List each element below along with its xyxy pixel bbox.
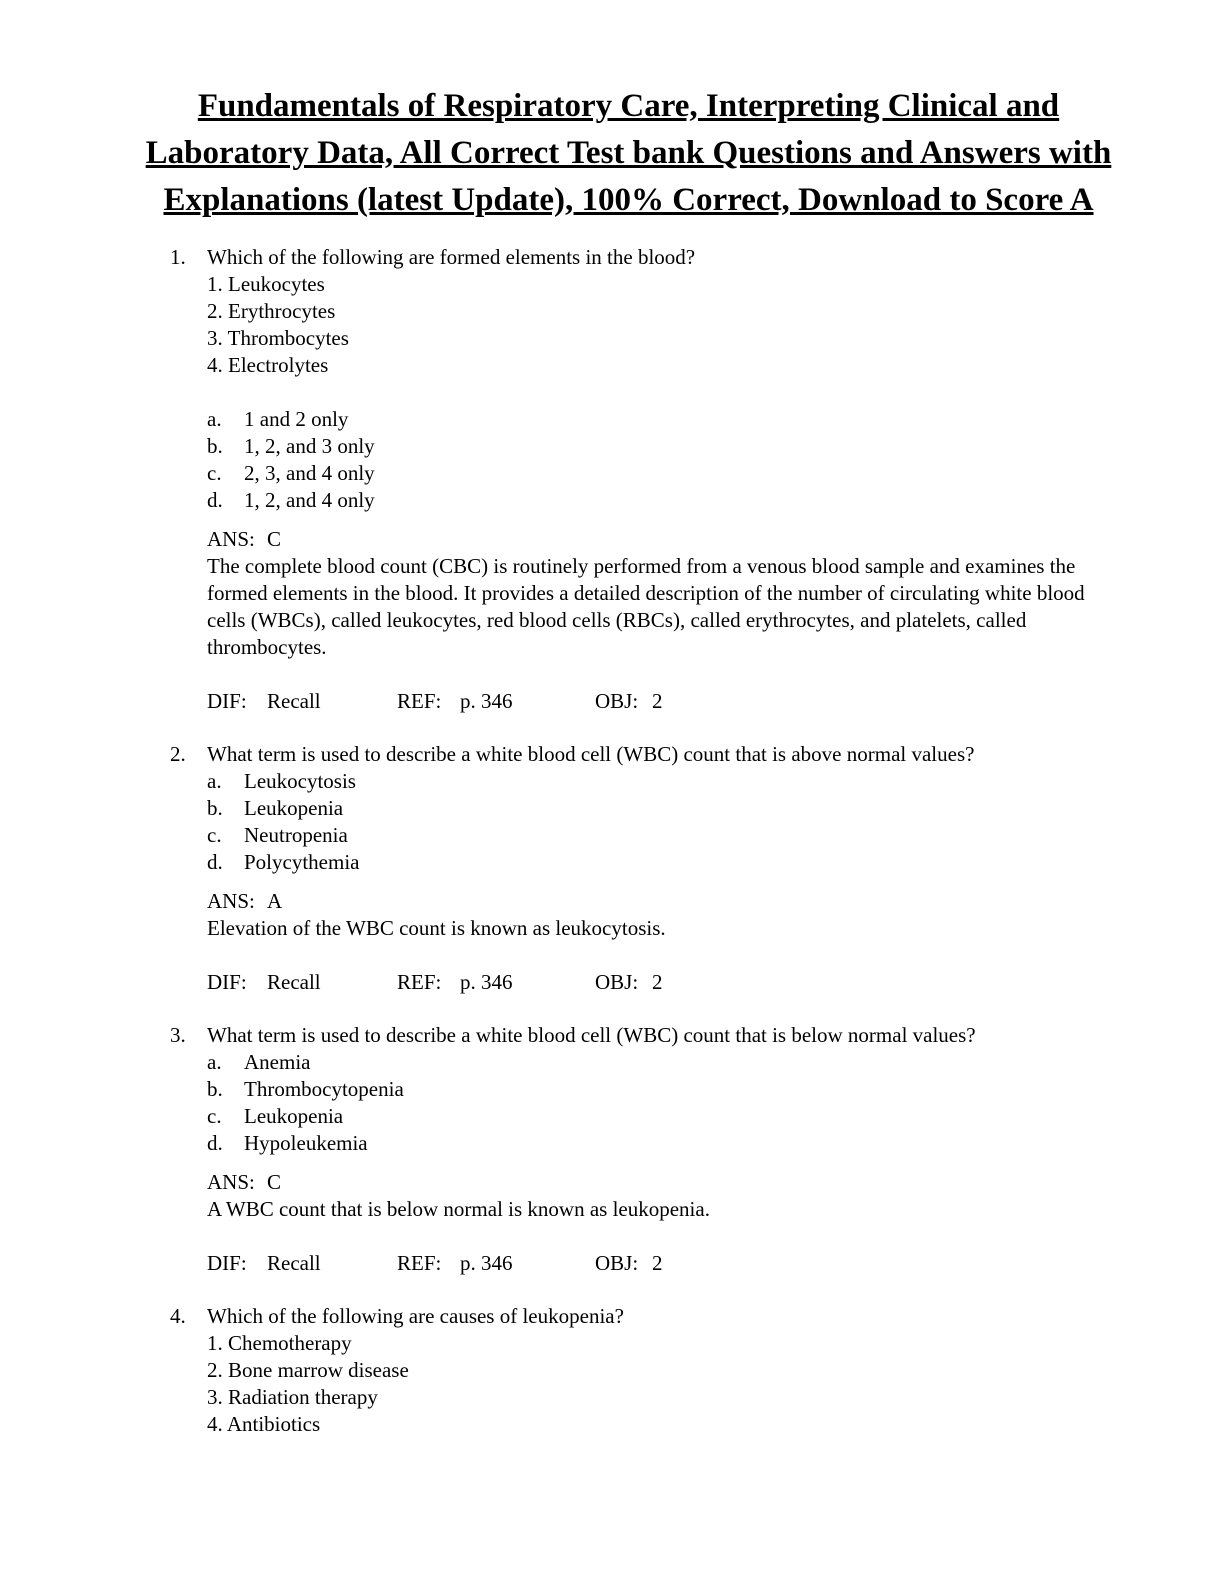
option-row	[207, 795, 1124, 822]
explanation-text: Elevation of the WBC count is known as leukocytosis.	[207, 916, 666, 940]
numbered-item: 2. Bone marrow disease	[207, 1358, 409, 1382]
answer-line	[207, 888, 1124, 915]
question-number: 4.	[170, 1304, 186, 1328]
answer-options	[207, 1049, 1124, 1157]
option-letter: a.	[207, 769, 222, 793]
option-text: Hypoleukemia	[244, 1131, 368, 1155]
obj-value: 2	[652, 970, 663, 994]
option-letter: d.	[207, 488, 223, 512]
answer-label: ANS:	[207, 1170, 255, 1194]
ref-value: p. 346	[460, 970, 513, 994]
numbered-list	[207, 1330, 1124, 1438]
option-letter: b.	[207, 1077, 223, 1101]
answer-options	[207, 406, 1124, 514]
question-text: Which of the following are causes of leukopenia?	[207, 1304, 624, 1328]
numbered-list	[207, 271, 1124, 379]
ref-label: REF:	[397, 689, 442, 713]
numbered-item: 2. Erythrocytes	[207, 299, 336, 323]
numbered-item: 3. Radiation therapy	[207, 1385, 378, 1409]
question-number: 1.	[170, 245, 186, 269]
answer-options	[207, 768, 1124, 876]
option-text: Neutropenia	[244, 823, 348, 847]
obj-label: OBJ:	[595, 1251, 639, 1275]
dif-value: Recall	[267, 970, 321, 994]
option-row	[207, 822, 1124, 849]
option-text: 1, 2, and 4 only	[244, 488, 375, 512]
dif-ref-obj-line	[207, 969, 1124, 996]
answer-line	[207, 1169, 1124, 1196]
obj-label: OBJ:	[595, 689, 639, 713]
option-letter: d.	[207, 1131, 223, 1155]
option-letter: d.	[207, 850, 223, 874]
option-row	[207, 1076, 1124, 1103]
answer-line	[207, 526, 1124, 553]
option-letter: a.	[207, 407, 222, 431]
answer-label: ANS:	[207, 527, 255, 551]
option-text: 1 and 2 only	[244, 407, 349, 431]
option-text: Leukopenia	[244, 1104, 344, 1128]
ref-value: p. 346	[460, 689, 513, 713]
option-row	[207, 433, 1124, 460]
explanation-text: The complete blood count (CBC) is routinely performed from a venous blood sample and examines the formed elements in the blood. It provides a detailed description of the number of circulating white blood cells (WBCs), called leukocytes, red blood cells (RBCs), called erythrocytes, and platelets, called thrombocytes.	[207, 554, 1085, 659]
ref-value: p. 346	[460, 1251, 513, 1275]
option-letter: c.	[207, 1104, 222, 1128]
option-text: Leukopenia	[244, 796, 344, 820]
option-row	[207, 768, 1124, 795]
question-body	[207, 244, 1124, 715]
option-letter: b.	[207, 796, 223, 820]
question-block-1	[133, 244, 1124, 715]
question-number: 3.	[170, 1023, 186, 1047]
ref-label: REF:	[397, 970, 442, 994]
option-row	[207, 460, 1124, 487]
option-row	[207, 406, 1124, 433]
dif-label: DIF:	[207, 689, 247, 713]
option-letter: c.	[207, 461, 222, 485]
option-text: Thrombocytopenia	[244, 1077, 404, 1101]
question-block-2	[133, 741, 1124, 996]
obj-value: 2	[652, 689, 663, 713]
obj-value: 2	[652, 1251, 663, 1275]
option-text: 1, 2, and 3 only	[244, 434, 375, 458]
dif-ref-obj-line	[207, 688, 1124, 715]
option-row	[207, 487, 1124, 514]
obj-label: OBJ:	[595, 970, 639, 994]
dif-label: DIF:	[207, 1251, 247, 1275]
ref-label: REF:	[397, 1251, 442, 1275]
numbered-item: 3. Thrombocytes	[207, 326, 349, 350]
option-letter: c.	[207, 823, 222, 847]
numbered-item: 1. Leukocytes	[207, 272, 325, 296]
question-body	[207, 1303, 1124, 1438]
question-body	[207, 1022, 1124, 1277]
answer-label: ANS:	[207, 889, 255, 913]
dif-value: Recall	[267, 1251, 321, 1275]
numbered-item: 4. Electrolytes	[207, 353, 329, 377]
answer-value: C	[267, 1170, 282, 1194]
numbered-item: 1. Chemotherapy	[207, 1331, 352, 1355]
numbered-item: 4. Antibiotics	[207, 1412, 321, 1436]
option-letter: a.	[207, 1050, 222, 1074]
question-block-4	[133, 1303, 1124, 1438]
answer-value: A	[267, 889, 283, 913]
question-block-3	[133, 1022, 1124, 1277]
dif-ref-obj-line	[207, 1250, 1124, 1277]
option-text: 2, 3, and 4 only	[244, 461, 375, 485]
page-title: Fundamentals of Respiratory Care, Interpreting Clinical and Laboratory Data, All Correct Test bank Questions and Answers with Explanations (latest Update), 100% Correct, Download to Score A	[145, 88, 1112, 218]
question-text: Which of the following are formed elements in the blood?	[207, 245, 696, 269]
question-text: What term is used to describe a white blood cell (WBC) count that is above normal values?	[207, 742, 975, 766]
option-text: Anemia	[244, 1050, 311, 1074]
question-body	[207, 741, 1124, 996]
question-text: What term is used to describe a white blood cell (WBC) count that is below normal values?	[207, 1023, 976, 1047]
answer-value: C	[267, 527, 282, 551]
option-row	[207, 1049, 1124, 1076]
dif-label: DIF:	[207, 970, 247, 994]
option-row	[207, 1103, 1124, 1130]
question-number: 2.	[170, 742, 186, 766]
option-letter: b.	[207, 434, 223, 458]
option-text: Polycythemia	[244, 850, 360, 874]
option-text: Leukocytosis	[244, 769, 356, 793]
explanation-text: A WBC count that is below normal is known as leukopenia.	[207, 1197, 710, 1221]
option-row	[207, 849, 1124, 876]
option-row	[207, 1130, 1124, 1157]
dif-value: Recall	[267, 689, 321, 713]
